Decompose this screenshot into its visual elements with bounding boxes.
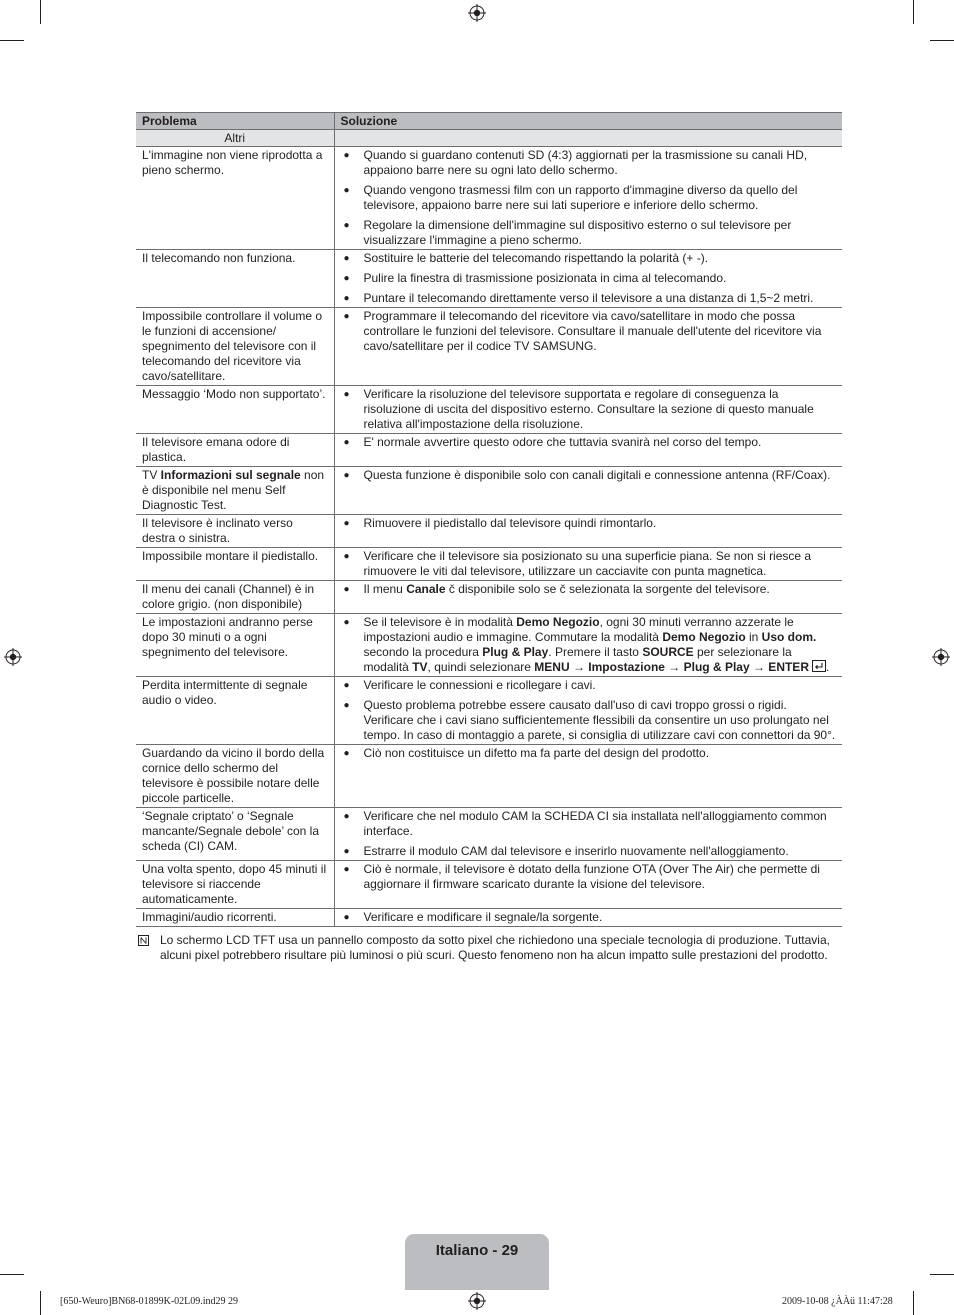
bullet-icon: ●	[343, 846, 350, 857]
problem-text: Immagini/audio ricorrenti.	[142, 910, 277, 924]
solution-cell	[334, 548, 842, 581]
solution-cell	[334, 250, 842, 308]
bullet-icon: ●	[343, 811, 350, 822]
solution-cell	[334, 386, 842, 434]
crop-mark	[0, 40, 24, 41]
solution-text: Quando vengono trasmessi film con un rapporto d'immagine diverso da quello del televisore, appaiono barre nere sui lati superiore e inferiore dello schermo.	[363, 183, 798, 212]
solution-cell	[334, 861, 842, 909]
solution-text: , ogni 30 minuti verranno azzerate le impostazioni audio e immagine. Commutare la modalità	[363, 615, 794, 644]
solution-item	[341, 678, 839, 693]
solution-item	[341, 809, 839, 839]
registration-mark-icon	[468, 1292, 486, 1310]
solution-cell	[334, 308, 842, 386]
registration-mark-icon	[4, 648, 22, 666]
problem-cell	[136, 386, 334, 434]
solution-cell	[334, 677, 842, 745]
solution-text: Verificare che nel modulo CAM la SCHEDA CI sia installata nell'alloggiamento common interface.	[363, 809, 827, 838]
problem-cell	[136, 909, 334, 927]
solution-text: Verificare le connessioni e ricollegare i cavi.	[363, 678, 596, 692]
enter-icon	[812, 660, 826, 672]
solution-list	[341, 615, 839, 675]
bullet-icon: ●	[343, 617, 350, 628]
solution-text: . Premere il tasto	[548, 645, 643, 659]
solution-text-bold: Demo Negozio	[662, 630, 746, 644]
solution-text: Ciò è normale, il televisore è dotato della funzione OTA (Over The Air) che permette di aggiornare il firmware scaricato durante la visione del televisore.	[363, 862, 820, 891]
solution-list	[341, 809, 839, 859]
table-row	[136, 614, 842, 677]
solution-item	[341, 698, 839, 743]
bullet-icon: ●	[343, 748, 350, 759]
solution-text: in	[745, 630, 762, 644]
solution-text: č disponibile solo se č selezionata la sorgente del televisore.	[445, 582, 770, 596]
solution-cell	[334, 467, 842, 515]
problem-text: Il televisore è inclinato verso destra o sinistra.	[142, 516, 293, 545]
solution-list	[341, 582, 839, 597]
solution-text: Puntare il telecomando direttamente verso il televisore a una distanza di 1,5~2 metri.	[363, 291, 814, 305]
solution-text: Rimuovere il piedistallo dal televisore quindi rimontarlo.	[363, 516, 657, 530]
bullet-icon: ●	[343, 584, 350, 595]
table-row	[136, 515, 842, 548]
problem-cell	[136, 581, 334, 614]
bullet-icon: ●	[343, 273, 350, 284]
bullet-icon: ●	[343, 185, 350, 196]
solution-text: Sostituire le batterie del telecomando rispettando la polarità (+ -).	[363, 251, 709, 265]
problem-cell	[136, 515, 334, 548]
solution-item	[341, 251, 839, 266]
table-row	[136, 434, 842, 467]
solution-item	[341, 309, 839, 354]
solution-item	[341, 910, 839, 925]
solution-text: secondo la procedura	[363, 645, 483, 659]
section-empty-cell	[334, 130, 842, 147]
solution-item	[341, 746, 839, 761]
solution-text-bold: Canale	[406, 582, 446, 596]
solution-list	[341, 468, 839, 483]
solution-item	[341, 468, 839, 483]
problem-text: Il televisore emana odore di plastica.	[142, 435, 290, 464]
table-header-row	[136, 113, 842, 130]
section-label: Altri	[136, 130, 334, 147]
solution-list	[341, 549, 839, 579]
table-row	[136, 909, 842, 927]
bullet-icon: ●	[343, 912, 350, 923]
solution-list	[341, 251, 839, 306]
solution-cell	[334, 581, 842, 614]
bullet-icon: ●	[343, 437, 350, 448]
troubleshooting-table	[136, 112, 842, 927]
solution-text: Verificare che il televisore sia posizionato su una superficie piana. Se non si riesce a rimuovere le viti dal televisore, utilizzare un cacciavite con punta magnetica.	[363, 549, 812, 578]
solution-text: Il menu	[363, 582, 407, 596]
problem-text: L'immagine non viene riprodotta a pieno schermo.	[142, 148, 323, 177]
solution-text: Pulire la finestra di trasmissione posizionata in cima al telecomando.	[363, 271, 727, 285]
problem-text: Il telecomando non funziona.	[142, 251, 296, 265]
problem-text: Le impostazioni andranno perse dopo 30 minuti o a ogni spegnimento del televisore.	[142, 615, 313, 659]
solution-item	[341, 148, 839, 178]
footer-timestamp: 2009-10-08 ¿ÀÀü 11:47:28	[782, 1296, 893, 1307]
note	[136, 933, 842, 963]
table-row	[136, 808, 842, 861]
bullet-icon: ●	[343, 518, 350, 529]
solution-item	[341, 582, 839, 597]
table-row	[136, 250, 842, 308]
problem-cell	[136, 861, 334, 909]
problem-cell	[136, 677, 334, 745]
header-problem: Problema	[136, 113, 334, 130]
bullet-icon: ●	[343, 864, 350, 875]
crop-mark	[0, 1274, 24, 1275]
solution-item	[341, 516, 839, 531]
solution-item	[341, 615, 839, 675]
problem-cell	[136, 308, 334, 386]
solution-text: Verificare la risoluzione del televisore supportata e regolare di conseguenza la risoluzione di uscita del dispositivo esterno. Consultare la sezione di questo manuale relativa all'impostazione della risoluzione.	[363, 387, 814, 431]
problem-cell	[136, 147, 334, 250]
solution-text-bold: TV	[412, 660, 428, 674]
registration-mark-icon	[468, 4, 486, 22]
note-text: Lo schermo LCD TFT usa un pannello composto da sotto pixel che richiedono una speciale tecnologia di produzione. Tuttavia, alcuni pixel potrebbero risultare più luminosi o più scuri. Questo fenomeno non ha alcun impatto sulle prestazioni del prodotto.	[160, 933, 830, 962]
solution-text: E' normale avvertire questo odore che tuttavia svanirà nel corso del tempo.	[363, 435, 762, 449]
solution-text: , quindi selezionare	[427, 660, 535, 674]
solution-cell	[334, 147, 842, 250]
problem-cell	[136, 548, 334, 581]
solution-text: Questa funzione è disponibile solo con canali digitali e connessione antenna (RF/Coax).	[363, 468, 831, 482]
table-row	[136, 386, 842, 434]
problem-cell	[136, 250, 334, 308]
solution-text: Questo problema potrebbe essere causato dall'uso di cavi troppo grossi o rigidi. Verificare che i cavi siano sufficientemente flessibili da consentire un uso prolungato nel tempo. In caso di montaggio a parete, si consiglia di utilizzare cavi con connettori da 90°.	[363, 698, 836, 742]
solution-list	[341, 910, 839, 925]
table-row	[136, 677, 842, 745]
solution-text: Regolare la dimensione dell'immagine sul dispositivo esterno o sul televisore per visualizzare l'immagine a pieno schermo.	[363, 218, 792, 247]
bullet-icon: ●	[343, 470, 350, 481]
solution-list	[341, 387, 839, 432]
crop-mark	[930, 40, 954, 41]
problem-cell	[136, 745, 334, 808]
problem-text: non è disponibile nel menu Self Diagnostic Test.	[142, 468, 325, 512]
page-number-tab	[405, 1234, 549, 1290]
table-row	[136, 861, 842, 909]
solution-list	[341, 435, 839, 450]
solution-list	[341, 148, 839, 248]
problem-text: Impossibile montare il piedistallo.	[142, 549, 319, 563]
problem-text-bold: Informazioni sul segnale	[160, 468, 301, 482]
bullet-icon: ●	[343, 150, 350, 161]
problem-text: Perdita intermittente di segnale audio o video.	[142, 678, 308, 707]
section-row	[136, 130, 842, 147]
problem-text: Il menu dei canali (Channel) è in colore grigio. (non disponibile)	[142, 582, 315, 611]
table-row	[136, 745, 842, 808]
solution-list	[341, 678, 839, 743]
problem-text: Guardando da vicino il bordo della cornice dello schermo del televisore è possibile notare delle piccole particelle.	[142, 746, 325, 805]
solution-cell	[334, 808, 842, 861]
solution-item	[341, 435, 839, 450]
solution-cell	[334, 515, 842, 548]
solution-text: Verificare e modificare il segnale/la sorgente.	[363, 910, 603, 924]
page-label: Italiano - 29	[435, 1242, 519, 1259]
solution-list	[341, 309, 839, 354]
table-row	[136, 467, 842, 515]
crop-mark	[913, 1291, 914, 1315]
header-solution: Soluzione	[334, 113, 842, 130]
solution-text: Programmare il telecomando del ricevitore via cavo/satellitare in modo che possa controllare le funzioni del televisore. Consultare il manuale dell'utente del ricevitore via cavo/satellitare per il codice TV SAMSUNG.	[363, 309, 822, 353]
solution-item	[341, 862, 839, 892]
crop-mark	[930, 1274, 954, 1275]
problem-text: ‘Segnale criptato’ o ‘Segnale mancante/Segnale debole’ con la scheda (CI) CAM.	[142, 809, 320, 853]
crop-mark	[913, 0, 914, 24]
crop-mark	[40, 1291, 41, 1315]
solution-text-bold: Uso dom.	[761, 630, 817, 644]
table-row	[136, 548, 842, 581]
problem-text: TV	[142, 468, 161, 482]
registration-mark-icon	[932, 648, 950, 666]
table-row	[136, 308, 842, 386]
solution-text-bold: MENU → Impostazione → Plug & Play → ENTER	[534, 660, 809, 674]
solution-cell	[334, 614, 842, 677]
solution-text: .	[825, 660, 830, 674]
table-row	[136, 147, 842, 250]
table-row	[136, 581, 842, 614]
problem-text: Messaggio ‘Modo non supportato’.	[142, 387, 326, 401]
solution-item	[341, 387, 839, 432]
problem-text: Impossibile controllare il volume o le funzioni di accensione/ spegnimento del televisore con il telecomando del ricevitore via cavo/satellitare.	[142, 309, 323, 383]
bullet-icon: ●	[343, 551, 350, 562]
solution-text-bold: Demo Negozio	[516, 615, 600, 629]
note-icon	[138, 935, 149, 946]
solution-list	[341, 516, 839, 531]
solution-item	[341, 218, 839, 248]
problem-text: Una volta spento, dopo 45 minuti il televisore si riaccende automaticamente.	[142, 862, 327, 906]
solution-item	[341, 549, 839, 579]
bullet-icon: ●	[343, 220, 350, 231]
solution-cell	[334, 745, 842, 808]
problem-cell	[136, 808, 334, 861]
solution-text: Quando si guardano contenuti SD (4:3) aggiornati per la trasmissione su canali HD, appaiono barre nere su ogni lato dello schermo.	[363, 148, 808, 177]
solution-text-bold: Plug & Play	[482, 645, 549, 659]
bullet-icon: ●	[343, 700, 350, 711]
table-body	[136, 130, 842, 927]
solution-item	[341, 271, 839, 286]
solution-item	[341, 183, 839, 213]
solution-item	[341, 844, 839, 859]
solution-text: Se il televisore è in modalità	[363, 615, 517, 629]
crop-mark	[40, 0, 41, 24]
footer-file-slug: [650-Weuro]BN68-01899K-02L09.ind29 29	[60, 1296, 239, 1307]
problem-cell	[136, 467, 334, 515]
solution-text: Estrarre il modulo CAM dal televisore e inserirlo nuovamente nell'alloggiamento.	[363, 844, 789, 858]
solution-list	[341, 746, 839, 761]
problem-cell	[136, 434, 334, 467]
solution-item	[341, 291, 839, 306]
problem-cell	[136, 614, 334, 677]
solution-list	[341, 862, 839, 892]
solution-text: Ciò non costituisce un difetto ma fa parte del design del prodotto.	[363, 746, 710, 760]
bullet-icon: ●	[343, 293, 350, 304]
solution-cell	[334, 434, 842, 467]
solution-text-bold: SOURCE	[642, 645, 694, 659]
bullet-icon: ●	[343, 311, 350, 322]
bullet-icon: ●	[343, 389, 350, 400]
solution-cell	[334, 909, 842, 927]
bullet-icon: ●	[343, 253, 350, 264]
bullet-icon: ●	[343, 680, 350, 691]
solution-text: per selezionare la modalità	[363, 645, 792, 674]
